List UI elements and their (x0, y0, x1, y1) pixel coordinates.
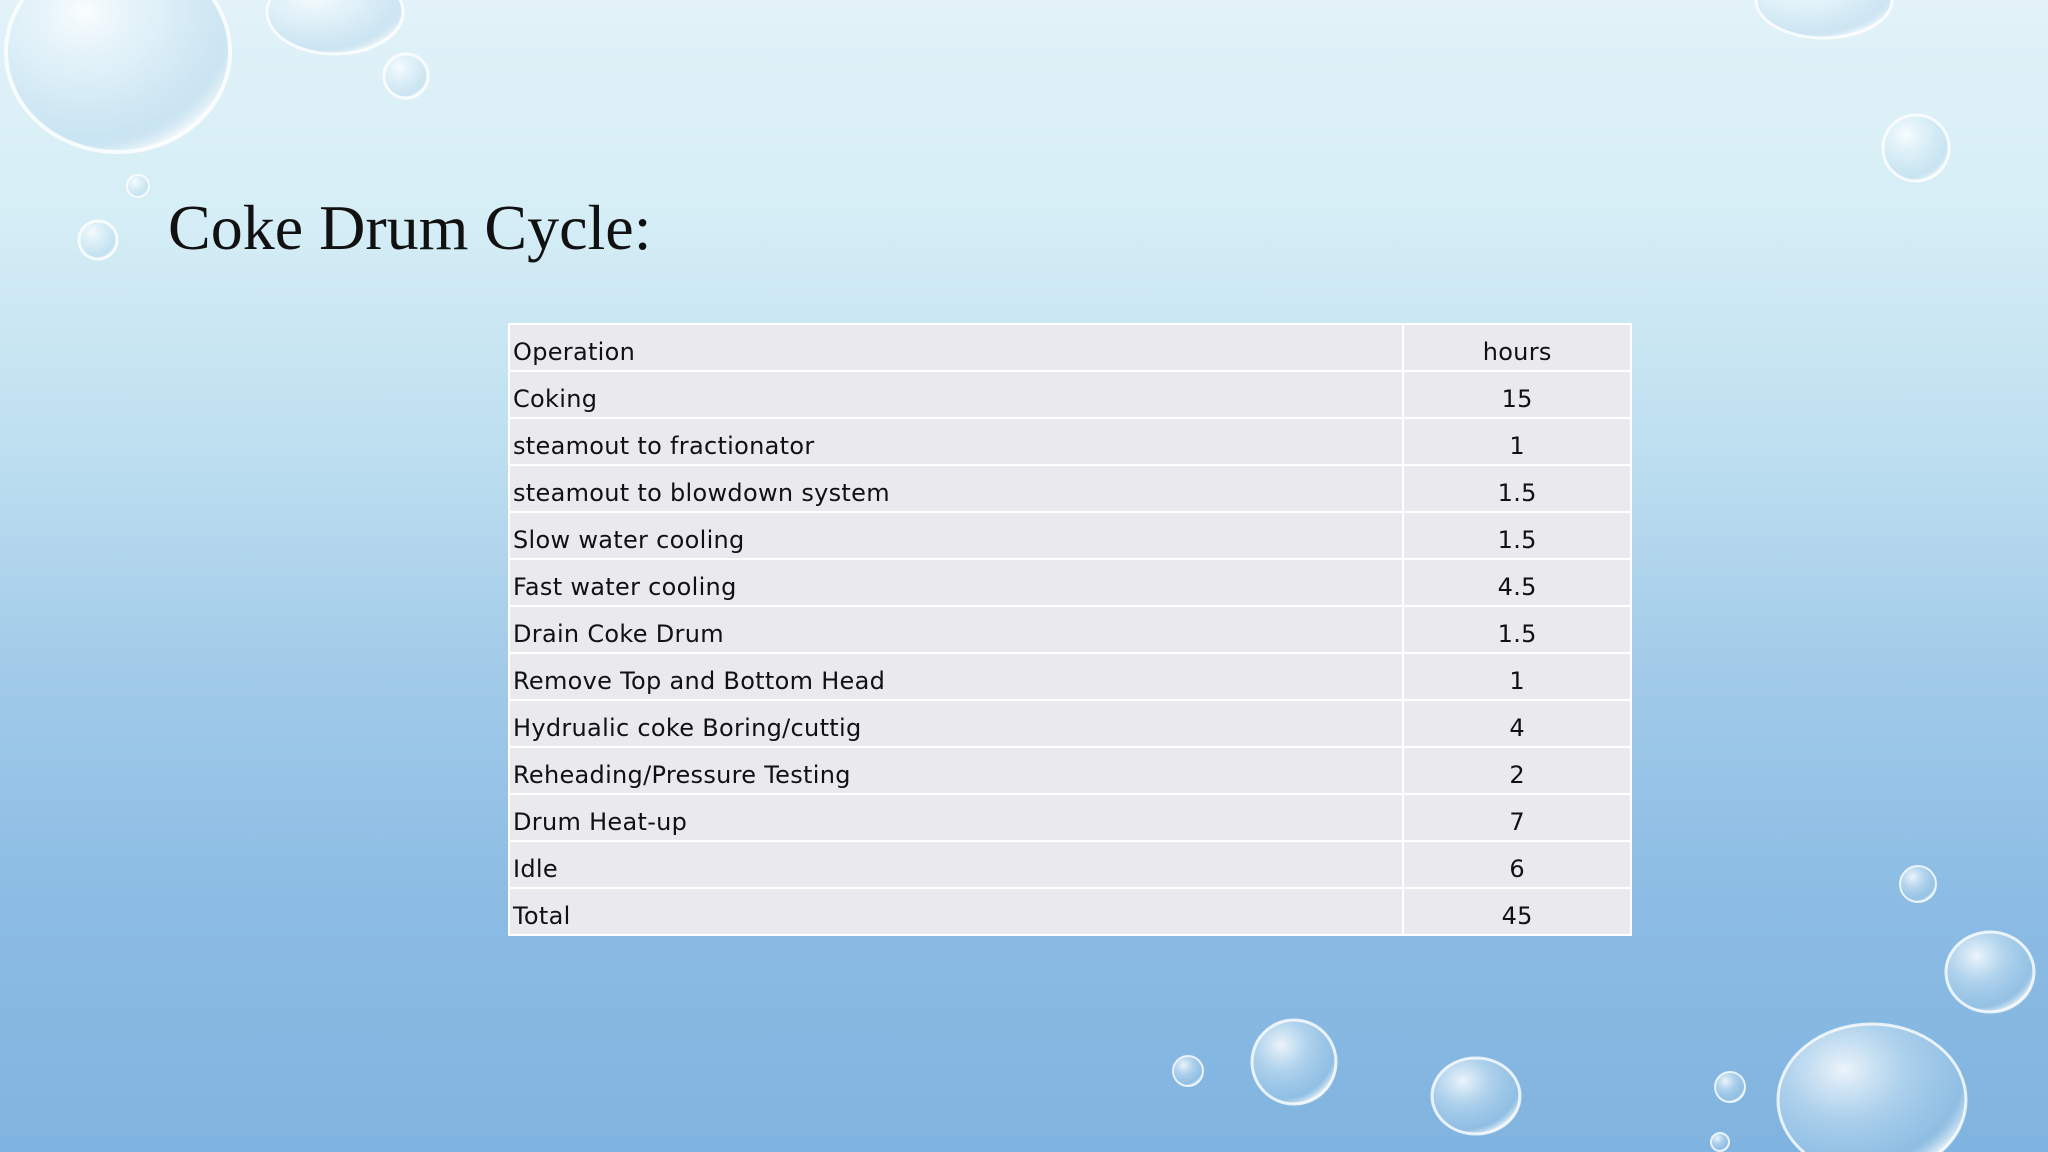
droplet-cluster-top-right (1756, 0, 1949, 181)
operation-cell: Drain Coke Drum (509, 606, 1403, 653)
hours-cell: 7 (1403, 794, 1631, 841)
operation-cell: steamout to fractionator (509, 418, 1403, 465)
hours-cell: 1 (1403, 418, 1631, 465)
table-row (509, 606, 1631, 653)
hours-cell: 1 (1403, 653, 1631, 700)
hours-cell: 6 (1403, 841, 1631, 888)
header-operation: Operation (509, 324, 1403, 371)
table-header-row (509, 324, 1631, 371)
slide-title: Coke Drum Cycle: (168, 192, 652, 263)
table-row (509, 418, 1631, 465)
droplet-cluster-bottom (1173, 1020, 1520, 1134)
operation-cell: Reheading/Pressure Testing (509, 747, 1403, 794)
table-row (509, 700, 1631, 747)
operation-cell: Total (509, 888, 1403, 935)
table-row (509, 465, 1631, 512)
hours-cell: 1.5 (1403, 512, 1631, 559)
hours-cell: 45 (1403, 888, 1631, 935)
operation-cell: Hydrualic coke Boring/cuttig (509, 700, 1403, 747)
hours-cell: 1.5 (1403, 606, 1631, 653)
table-row (509, 747, 1631, 794)
hours-cell: 1.5 (1403, 465, 1631, 512)
table-row (509, 841, 1631, 888)
operation-cell: steamout to blowdown system (509, 465, 1403, 512)
table-row (509, 794, 1631, 841)
operation-cell: Fast water cooling (509, 559, 1403, 606)
operation-cell: Idle (509, 841, 1403, 888)
droplet-cluster-bottom-right (1711, 866, 2034, 1152)
operation-cell: Remove Top and Bottom Head (509, 653, 1403, 700)
operation-cell: Slow water cooling (509, 512, 1403, 559)
hours-cell: 4.5 (1403, 559, 1631, 606)
table-row (509, 653, 1631, 700)
hours-cell: 4 (1403, 700, 1631, 747)
hours-cell: 15 (1403, 371, 1631, 418)
coke-drum-cycle-table (508, 323, 1632, 936)
table-row (509, 512, 1631, 559)
operation-cell: Coking (509, 371, 1403, 418)
hours-cell: 2 (1403, 747, 1631, 794)
table-row (509, 559, 1631, 606)
header-hours: hours (1403, 324, 1631, 371)
table-total-row (509, 888, 1631, 935)
table-row (509, 371, 1631, 418)
operation-cell: Drum Heat-up (509, 794, 1403, 841)
